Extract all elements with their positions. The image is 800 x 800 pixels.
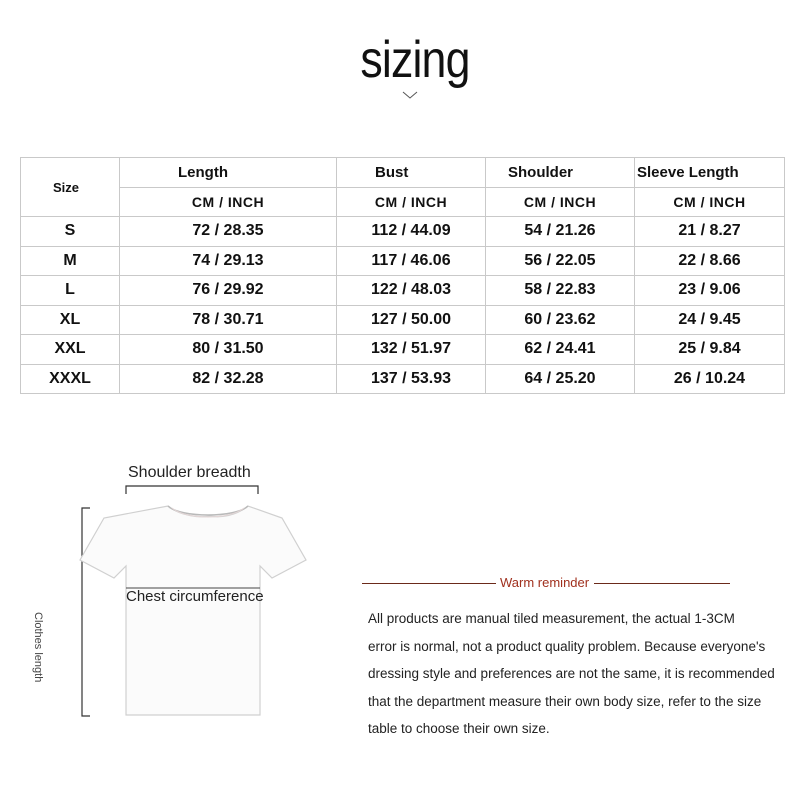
column-header-bust: Bust	[337, 158, 486, 188]
length-cell: 72 / 28.35	[120, 217, 337, 247]
table-unit-row	[21, 187, 785, 217]
unit-label: CM / INCH	[337, 187, 486, 217]
sleeve-cell: 22 / 8.66	[635, 246, 785, 276]
sleeve-cell: 23 / 9.06	[635, 276, 785, 306]
size-cell: XXXL	[21, 364, 120, 394]
column-header-length: Length	[120, 158, 337, 188]
table-row	[21, 364, 785, 394]
shoulder-cell: 62 / 24.41	[486, 335, 635, 365]
bust-cell: 132 / 51.97	[337, 335, 486, 365]
length-cell: 74 / 29.13	[120, 246, 337, 276]
reminder-line: table to choose their own size.	[368, 721, 550, 736]
divider	[594, 583, 730, 584]
size-cell: XL	[21, 305, 120, 335]
unit-label: CM / INCH	[486, 187, 635, 217]
table-row	[21, 246, 785, 276]
unit-label: CM / INCH	[635, 187, 785, 217]
column-header-shoulder: Shoulder	[486, 158, 635, 188]
divider	[362, 583, 496, 584]
length-cell: 78 / 30.71	[120, 305, 337, 335]
reminder-line: All products are manual tiled measurement, the actual 1-3CM	[368, 611, 735, 626]
size-column-header: Size	[21, 158, 120, 217]
sleeve-cell: 25 / 9.84	[635, 335, 785, 365]
shoulder-cell: 54 / 21.26	[486, 217, 635, 247]
clothes-length-label: Clothes length	[32, 612, 44, 683]
length-cell: 80 / 31.50	[120, 335, 337, 365]
table-row	[21, 305, 785, 335]
size-table	[20, 157, 785, 394]
bust-cell: 122 / 48.03	[337, 276, 486, 306]
bust-cell: 137 / 53.93	[337, 364, 486, 394]
shoulder-cell: 60 / 23.62	[486, 305, 635, 335]
shoulder-breadth-label: Shoulder breadth	[128, 464, 251, 481]
size-cell: S	[21, 217, 120, 247]
chest-circumference-label: Chest circumference	[126, 588, 264, 605]
column-header-sleeve-length: Sleeve Length	[635, 158, 785, 188]
sleeve-cell: 21 / 8.27	[635, 217, 785, 247]
bust-cell: 112 / 44.09	[337, 217, 486, 247]
length-cell: 82 / 32.28	[120, 364, 337, 394]
reminder-title: Warm reminder	[500, 575, 590, 590]
reminder-header	[362, 573, 730, 593]
bust-cell: 117 / 46.06	[337, 246, 486, 276]
shoulder-cell: 56 / 22.05	[486, 246, 635, 276]
sleeve-cell: 24 / 9.45	[635, 305, 785, 335]
reminder-line: error is normal, not a product quality problem. Because everyone's	[368, 638, 766, 654]
sleeve-cell: 26 / 10.24	[635, 364, 785, 394]
table-row	[21, 217, 785, 247]
reminder-line: dressing style and preferences are not the same, it is recommended	[368, 666, 775, 681]
reminder-text	[368, 605, 788, 743]
bust-cell: 127 / 50.00	[337, 305, 486, 335]
page-title: sizing	[360, 31, 470, 89]
reminder-line: that the department measure their own body size, refer to the size	[368, 693, 762, 709]
size-cell: XXL	[21, 335, 120, 365]
tshirt-measurement-diagram	[32, 460, 360, 730]
chevron-down-icon	[402, 90, 418, 100]
size-cell: M	[21, 246, 120, 276]
size-cell: L	[21, 276, 120, 306]
table-row	[21, 335, 785, 365]
table-header-row	[21, 158, 785, 188]
shoulder-cell: 64 / 25.20	[486, 364, 635, 394]
shoulder-cell: 58 / 22.83	[486, 276, 635, 306]
unit-label: CM / INCH	[120, 187, 337, 217]
table-row	[21, 276, 785, 306]
length-cell: 76 / 29.92	[120, 276, 337, 306]
